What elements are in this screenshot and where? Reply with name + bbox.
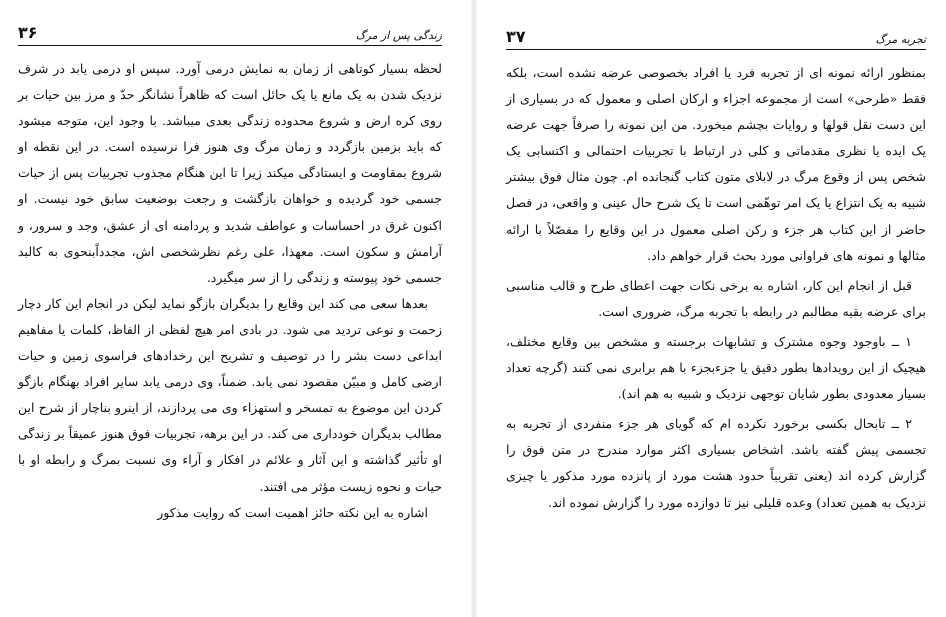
right-paragraph-2: قبل از انجام این کار، اشاره به برخی نکات جهت اعطای طرح و قالب مناسبی برای عرضه بقیه مطالبم در رابطه با تجربه مرگ، ضروری است. (506, 277, 926, 319)
right-page-number: ۳۷ (506, 27, 526, 46)
left-page-header (18, 20, 442, 46)
right-paragraph-4: ۲ ــ تابحال بکسی برخورد نکرده ام که گویای هر جزء منفردی از تجربه به تجسمی پیش گفته باشد. اشخاص بسیاری اکثر موارد مندرج در متن فوق را گزارش کرده اند (یعنی تقریباً حدود هشت مورد از پانزده مورد مذکور یا چیزی نزدیک به همین تعداد) وعده قلیلی نیز تا دوازده مورد را گزارش نموده اند. (506, 416, 926, 510)
right-page-body (506, 60, 926, 516)
right-page-header (506, 24, 926, 50)
right-page (478, 0, 946, 617)
left-page-body (18, 56, 442, 526)
left-paragraph-3: اشاره به این نکته حائز اهمیت است که روایت مذکور (157, 504, 428, 520)
book-gutter (470, 0, 478, 617)
left-paragraph-1: لحظه بسیار کوتاهی از زمان به نمایش درمی آورد. سپس او درمی یابد در شرف نزدیک شدن به یک مانع یا یک حائل است که ظاهراً نشانگر حدّ و مرز بین حیات بر روی کره ارض و شروع محدوده زندگی بعدی میباشد. با وجود این، متوجه میشود که باید بزمین بازگردد و زمان مرگ وی هنوز فرا نرسیده است. در این نقطه او شروع بمقاومت و ایستادگی میکند زیرا تا این هنگام مجذوب تجربیات پس از حیات جسمی خود گردیده و خواهان بازگشت و رجعت بوضعیت سابق خود نیست. او اکنون غرق در احساسات و عواطف شدید و پردامنه ای از عشق، وجد و سرور، و آرامش و سکون است. معهذا، علی رغم نظرشخصی اش، مجدداًبنحوی به کالبد جسمی خود پیوسته و زندگی را از سر میگیرد. (18, 61, 442, 285)
left-page (0, 0, 470, 617)
left-paragraph-2: بعدها سعی می کند این وقایع را بدیگران بازگو نماید لیکن در انجام این کار دچار زحمت و نوعی تردید می شود. در بادی امر هیچ لفظی از الفاظ، کلمات یا مفاهیم ابداعی دست بشر را در توصیف و تشریح این رخدادهای فراسوی زمین و حیات ارضی کامل و مبیّن مقصود نمی یابد. ضمناً، وی درمی یابد سایر افراد بهنگام بازگو کردن این موضوع به تمسخر و استهزاء وی می پردازند، از اینرو بناچار از شرح این مطالب بدیگران خودداری می کند. در این برهه، تجربیات فوق هنوز عمیقاً بر زندگی او تأثیر گذاشته و این آثار و علائم در افکار و آراء وی نسبت بمرگ و رابطه او با حیات و نحوه زیست مؤثر می افتند. (18, 295, 442, 494)
right-running-title: تجربه مرگ (875, 33, 926, 46)
right-paragraph-1: بمنظور ارائه نمونه ای از تجربه فرد یا افراد بخصوصی عرضه نشده است، بلکه فقط «طرحی» است از مجموعه اجزاء و ارکان اصلی و معمول که در بسیاری از این دست نقل قولها و روایات بچشم میخورد. من این نمونه را صرفاً جهت عرضه یک ایده یا نظری مقدماتی و کلی در ارتباط با تجربیات احتمالی و اکتسابی یک شخص پس از وقوع مرگ در لابلای متون کتاب گنجانده ام. چون مثال فوق بیشتر شبیه به یک انتزاع یا یک امر توهّمی است تا یک شرح حال عینی و واقعی، در فصل حاضر از این کتاب هر جزء و رکن اصلی معمول در این وقایع را مفصّلاً با ارائه مثالها و نمونه های فراوانی مورد بحث قرار خواهم داد. (506, 65, 926, 263)
right-paragraph-3: ۱ ــ باوجود وجوه مشترک و تشابهات برجسته و مشخص بین وقایع مختلف، هیچیک از این رویدادها بطور دقیق یا جزءبجزء با هم برابری نمی کنند (گرچه تعداد بسیار معدودی بطور شایان توجهی نزدیک و شبیه به هم اند). (506, 333, 926, 402)
left-page-number: ۳۶ (18, 23, 38, 42)
left-running-title: زندگی پس از مرگ (355, 29, 442, 42)
